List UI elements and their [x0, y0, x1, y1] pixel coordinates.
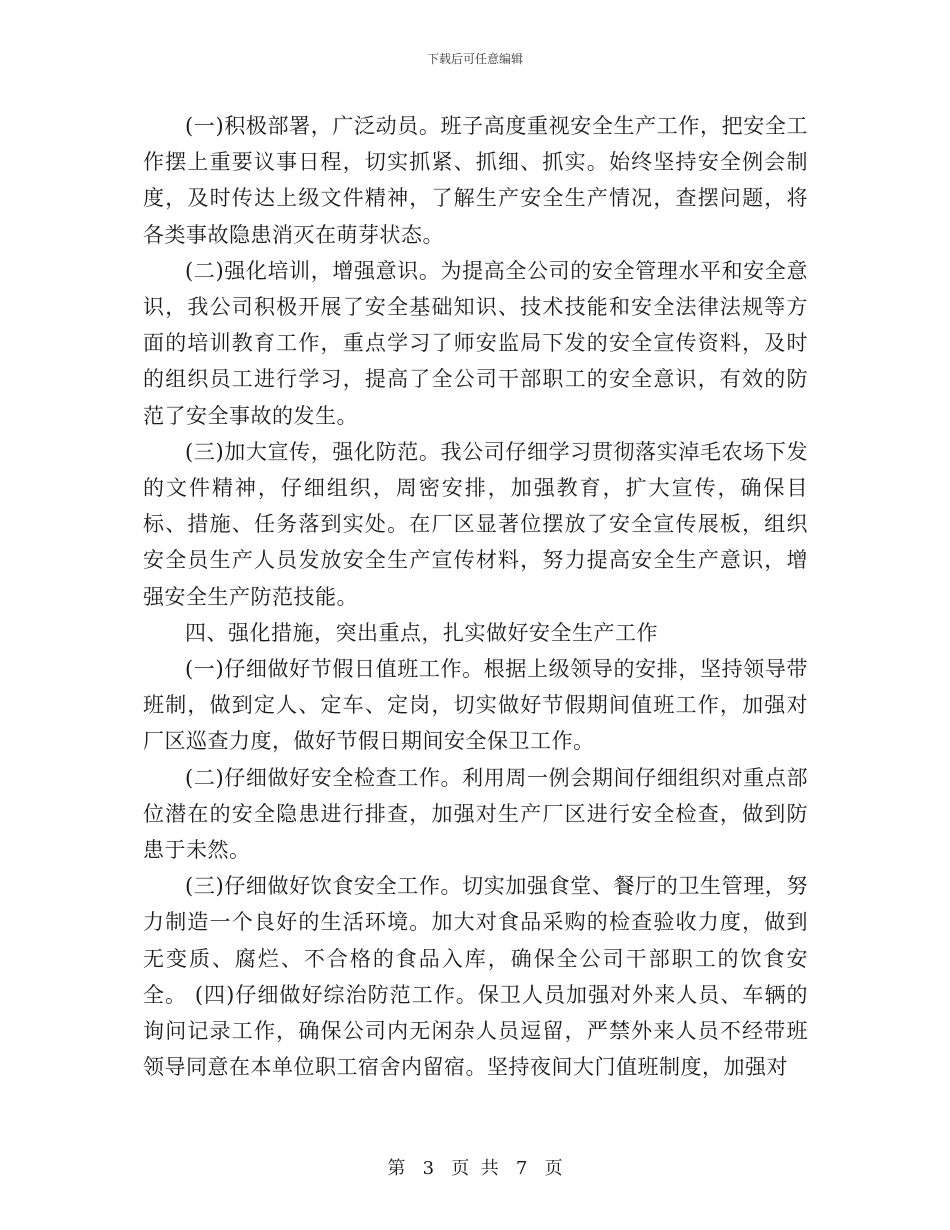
paragraph-2: (二)强化培训，增强意识。为提高全公司的安全管理水平和安全意识，我公司积极开展了安全基础知识、技术技能和安全法律法规等方面的培训教育工作，重点学习了师安监局下发的安全宣传资料，及时的组织员工进行学习，提高了全公司干部职工的安全意识，有效的防范了安全事故的发生。 [143, 258, 808, 428]
paragraph-3: (三)加大宣传，强化防范。我公司仔细学习贯彻落实淖毛农场下发的文件精神，仔细组织，周密安排，加强教育，扩大宣传，确保目标、措施、任务落到实处。在厂区显著位摆放了安全宣传展板，组织安全员生产人员发放安全生产宣传材料，努力提高安全生产意识，增强安全生产防范技能。 [143, 439, 808, 609]
total-pages-number: 7 [515, 1158, 528, 1179]
footer-prefix: 第 [387, 1158, 406, 1179]
footer-suffix: 页 [544, 1158, 563, 1179]
paragraph-6: (二)仔细做好安全检查工作。利用周一例会期间仔细组织对重点部位潜在的安全隐患进行排查，加强对生产厂区进行安全检查，做到防患于未然。 [143, 765, 808, 863]
paragraph-1: (一)积极部署，广泛动员。班子高度重视安全生产工作，把安全工作摆上重要议事日程，切实抓紧、抓细、抓实。始终坚持安全例会制度，及时传达上级文件精神，了解生产安全生产情况，查摆问题，将各类事故隐患消灭在萌芽状态。 [143, 114, 808, 247]
page-footer [0, 1154, 950, 1180]
footer-mid: 页 共 [451, 1158, 499, 1179]
section-heading-4: 四、强化措施，突出重点，扎实做好安全生产工作 [185, 620, 658, 645]
current-page-number: 3 [422, 1158, 435, 1179]
page-header: 下载后可任意编辑 [426, 52, 523, 66]
document-body [143, 108, 808, 1085]
paragraph-7: (三)仔细做好饮食安全工作。切实加强食堂、餐厅的卫生管理，努力制造一个良好的生活环境。加大对食品采购的检查验收力度，做到无变质、腐烂、不合格的食品入库，确保全公司干部职工的饮食安全。 (四)仔细做好综治防范工作。保卫人员加强对外来人员、车辆的询问记录工作，确保公司内无闲杂人员逗留，严禁外来人员不经带班领导同意在本单位职工宿舍内留宿。坚持夜间大门值班制度，加强对 [143, 874, 808, 1080]
paragraph-5: (一)仔细做好节假日值班工作。根据上级领导的安排，坚持领导带班制，做到定人、定车、定岗，切实做好节假期间值班工作，加强对厂区巡查力度，做好节假日期间安全保卫工作。 [143, 657, 808, 754]
